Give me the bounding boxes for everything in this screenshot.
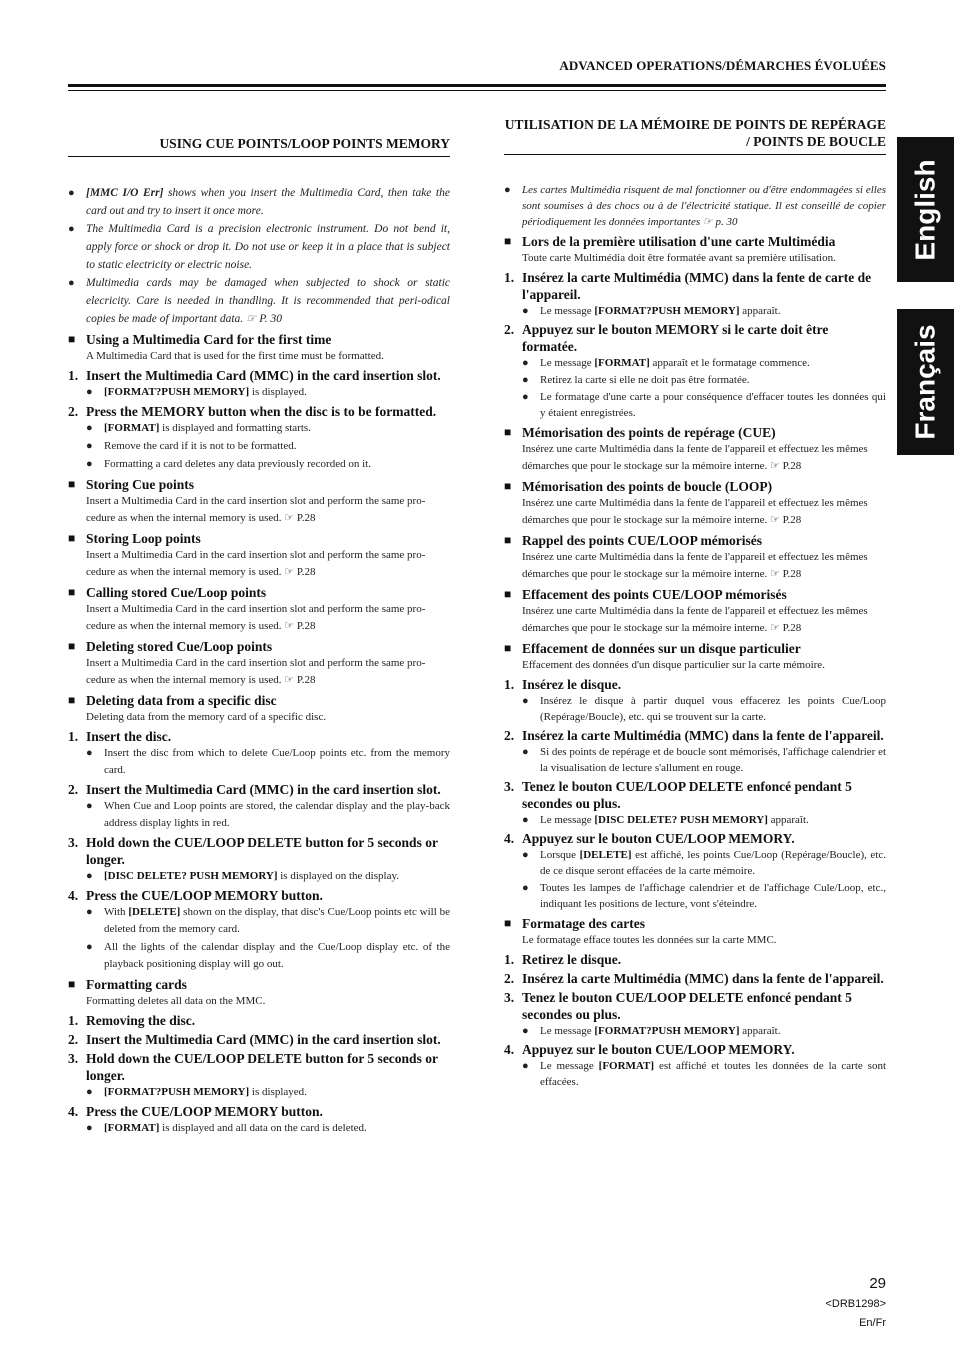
bullet-item	[68, 1120, 450, 1137]
step-item: 1. Removing the disc.	[68, 1013, 196, 1028]
section-heading: ■ Mémorisation des points de repérage (CUE)	[504, 424, 886, 441]
bullet-text: apparaît.	[739, 305, 781, 317]
bullet-item	[504, 355, 886, 371]
note-item: ● Les cartes Multimédia risquent de mal fonctionner ou d'être endommagées si elles sont soumises à des chocs ou à de l'électricité statique. Il est conseillé de copier périodiquement les données importantes ☞ p. 30	[504, 182, 886, 230]
bullet-item: ● Remove the card if it is not to be formatted.	[68, 438, 450, 455]
note-display-text: [MMC I/O Err]	[86, 187, 164, 199]
french-column	[504, 112, 886, 1091]
note-text: Multimedia cards may be damaged when subjected to shock or static elecricity. Care is needed in thandling. It is recommended that peri-odical copies be made of important data. ☞ P. 30	[86, 277, 450, 325]
step-item: 1. Insert the disc.	[68, 729, 172, 744]
step-item: 3. Tenez le bouton CUE/LOOP DELETE enfoncé pendant 5 secondes ou plus.	[504, 779, 852, 811]
step-item: 4. Appuyez sur le bouton CUE/LOOP MEMORY.	[504, 831, 795, 846]
bullet-text: apparaît.	[739, 1025, 781, 1037]
english-column	[68, 112, 450, 1138]
step-item: 2. Insérez la carte Multimédia (MMC) dans la fente de l'appareil.	[504, 971, 884, 986]
step-text: Tenez le bouton CUE/LOOP DELETE enfoncé pendant 5 secondes ou plus.	[522, 990, 852, 1022]
section-heading: ■ Deleting data from a specific disc	[68, 692, 450, 709]
step-text: Press the CUE/LOOP MEMORY button.	[86, 1104, 323, 1119]
step-text: Appuyez sur le bouton MEMORY si le carte doit être formatée.	[522, 322, 829, 354]
language-tab-english	[897, 137, 954, 282]
english-section-title: USING CUE POINTS/LOOP POINTS MEMORY	[68, 135, 450, 157]
section-description: Insert a Multimedia Card in the card insertion slot and perform the same pro-cedure as when the internal memory is used. ☞ P.28	[86, 549, 426, 578]
section-description: Deleting data from the memory card of a specific disc.	[86, 711, 327, 723]
note-item	[68, 184, 450, 220]
step-item: 2. Insert the Multimedia Card (MMC) in the card insertion slot.	[68, 1032, 441, 1047]
step-text: Insert the Multimedia Card (MMC) in the card insertion slot.	[86, 782, 441, 797]
bullet-text: is displayed on the display.	[277, 870, 399, 882]
step-item: 4. Appuyez sur le bouton CUE/LOOP MEMORY.	[504, 1042, 795, 1057]
section-heading: ■ Formatting cards	[68, 976, 450, 993]
section-description: Formatting deletes all data on the MMC.	[86, 995, 266, 1007]
section-description: Insert a Multimedia Card in the card insertion slot and perform the same pro-cedure as when the internal memory is used. ☞ P.28	[86, 495, 426, 524]
step-text: Press the MEMORY button when the disc is to be formatted.	[86, 404, 437, 419]
step-item: 2. Press the MEMORY button when the disc is to be formatted.	[68, 404, 437, 419]
step-text: Insert the Multimedia Card (MMC) in the card insertion slot.	[86, 1032, 441, 1047]
section-description: A Multimedia Card that is used for the first time must be formatted.	[86, 350, 384, 362]
bullet-text: shown on the display, that disc's Cue/Loop points etc will be deleted from the memory card.	[104, 906, 450, 935]
step-text: Insert the Multimedia Card (MMC) in the card insertion slot.	[86, 368, 441, 383]
section-heading: ■ Rappel des points CUE/LOOP mémorisés	[504, 532, 886, 549]
bullet-text: is displayed and all data on the card is deleted.	[159, 1122, 367, 1134]
language-code: En/Fr	[859, 1317, 886, 1329]
note-item	[68, 274, 450, 328]
section-heading: ■ Deleting stored Cue/Loop points	[68, 638, 450, 655]
section-description: Insert a Multimedia Card in the card insertion slot and perform the same pro-cedure as when the internal memory is used. ☞ P.28	[86, 657, 426, 686]
bullet-item: ● Formatting a card deletes any data previously recorded on it.	[68, 456, 450, 473]
step-item: 4. Press the CUE/LOOP MEMORY button.	[68, 888, 323, 903]
section-description: Toute carte Multimédia doit être formatée avant sa première utilisation.	[522, 252, 836, 264]
step-item: 1. Retirez le disque.	[504, 952, 622, 967]
section-heading: ■ Formatage des cartes	[504, 915, 886, 932]
display-message: [FORMAT]	[598, 1060, 655, 1072]
step-text: Appuyez sur le bouton CUE/LOOP MEMORY.	[522, 831, 795, 846]
section-description: Le formatage efface toutes les données sur la carte MMC.	[522, 934, 777, 946]
section-heading: ■ Storing Cue points	[68, 476, 450, 493]
section-heading: ■ Storing Loop points	[68, 530, 450, 547]
bullet-text: apparaît.	[767, 814, 809, 826]
step-item: 2. Insérez la carte Multimédia (MMC) dans la fente de l'appareil.	[504, 728, 884, 743]
step-text: Appuyez sur le bouton CUE/LOOP MEMORY.	[522, 1042, 795, 1057]
bullet-text: is displayed.	[249, 386, 307, 398]
display-message: [FORMAT]	[104, 1122, 160, 1134]
bullet-text: est affiché, les points Cue/Loop (Repérage/Boucle), etc. de ce disque seront effacées de la carte mémoire.	[540, 849, 887, 877]
section-description: Insérez une carte Multimédia dans la fente de l'appareil et effectuez les mêmes démarches que pour le stockage sur la mémoire interne. ☞ P.28	[522, 551, 868, 580]
step-text: Insérez le disque.	[522, 677, 622, 692]
bullet-item	[68, 420, 450, 437]
display-message: [DELETE]	[579, 849, 632, 861]
section-heading: ■ Mémorisation des points de boucle (LOOP)	[504, 478, 886, 495]
display-message: [FORMAT?PUSH MEMORY]	[104, 386, 250, 398]
step-item: 3. Hold down the CUE/LOOP DELETE button for 5 seconds or longer.	[68, 1051, 438, 1083]
bullet-item	[504, 303, 886, 319]
page-header-title: ADVANCED OPERATIONS/DÉMARCHES ÉVOLUÉES	[559, 58, 886, 73]
bullet-item: ● When Cue and Loop points are stored, the calendar display and the play-back address display lights in red.	[68, 798, 450, 832]
step-item: 2. Appuyez sur le bouton MEMORY si le carte doit être formatée.	[504, 322, 829, 354]
bullet-text: is displayed.	[249, 1086, 307, 1098]
language-tab-francais	[897, 309, 954, 455]
step-item: 1. Insérez la carte Multimédia (MMC) dans la fente de carte de l'appareil.	[504, 270, 872, 302]
section-heading: ■ Using a Multimedia Card for the first time	[68, 331, 450, 348]
bullet-text: Le message	[540, 357, 595, 369]
step-item: 4. Press the CUE/LOOP MEMORY button.	[68, 1104, 323, 1119]
section-description: Effacement des données d'un disque particulier sur la carte mémoire.	[522, 659, 825, 671]
section-heading: ■ Effacement des points CUE/LOOP mémorisés	[504, 586, 886, 603]
note-text: The Multimedia Card is a precision electronic instrument. Do not bend it, apply force or shock or drop it. Do not use or keep it in a place that is subject to static electricity or electric noise.	[86, 223, 450, 271]
step-text: Removing the disc.	[86, 1013, 196, 1028]
bullet-text: Lorsque	[540, 849, 580, 861]
step-text: Tenez le bouton CUE/LOOP DELETE enfoncé pendant 5 secondes ou plus.	[522, 779, 852, 811]
page-number: 29	[869, 1275, 886, 1292]
display-message: [DELETE]	[128, 906, 181, 918]
section-description: Insert a Multimedia Card in the card insertion slot and perform the same pro-cedure as when the internal memory is used. ☞ P.28	[86, 603, 426, 632]
bullet-item	[504, 1058, 886, 1090]
language-tab-english-label: English	[909, 158, 941, 261]
step-item: 2. Insert the Multimedia Card (MMC) in the card insertion slot.	[68, 782, 441, 797]
bullet-text: With	[104, 906, 129, 918]
step-text: Press the CUE/LOOP MEMORY button.	[86, 888, 323, 903]
bullet-item	[68, 904, 450, 938]
french-section-title: UTILISATION DE LA MÉMOIRE DE POINTS DE REPÉRAGE / POINTS DE BOUCLE	[504, 116, 886, 155]
bullet-item: ● Le formatage d'une carte a pour conséquence d'effacer toutes les données qui y étaient enregistrées.	[504, 389, 886, 421]
step-item: 3. Tenez le bouton CUE/LOOP DELETE enfoncé pendant 5 secondes ou plus.	[504, 990, 852, 1022]
bullet-item	[68, 384, 450, 401]
display-message: [DISC DELETE? PUSH MEMORY]	[104, 870, 278, 882]
section-description: Insérez une carte Multimédia dans la fente de l'appareil et effectuez les mêmes démarches que pour le stockage sur la mémoire interne. ☞ P.28	[522, 497, 868, 526]
bullet-item: ● Insérez le disque à partir duquel vous effacerez les points Cue/Loop (Repérage/Boucle), etc. qui se trouvent sur la carte.	[504, 693, 886, 725]
step-text: Insérez la carte Multimédia (MMC) dans la fente de carte de l'appareil.	[522, 270, 872, 302]
bullet-item	[504, 812, 886, 828]
bullet-text: Le message	[540, 1025, 595, 1037]
bullet-item: ● Si des points de repérage et de boucle sont mémorisés, l'affichage calendrier et la visualisation de lecture s'allument en rouge.	[504, 744, 886, 776]
bullet-item	[68, 868, 450, 885]
bullet-item: ● Toutes les lampes de l'affichage calendrier et de l'affichage Cule/Loop, etc., indiquant les positions de lecture, vont s'éteindre.	[504, 880, 886, 912]
note-text: shows when you insert the Multimedia Card, then take the card out and try to insert it once more.	[86, 187, 450, 217]
display-message: [FORMAT?PUSH MEMORY]	[594, 1025, 740, 1037]
section-description: Insérez une carte Multimédia dans la fente de l'appareil et effectuez les mêmes démarches que pour le stockage sur la mémoire interne. ☞ P.28	[522, 605, 868, 634]
header-rule	[68, 84, 886, 87]
bullet-text: Le message	[540, 1060, 599, 1072]
step-text: Retirez le disque.	[522, 952, 622, 967]
bullet-item	[68, 1084, 450, 1101]
bullet-item: ● Insert the disc from which to delete Cue/Loop points etc. from the memory card.	[68, 745, 450, 779]
bullet-item: ● All the lights of the calendar display and the Cue/Loop display etc. of the playback positioning display will go out.	[68, 939, 450, 973]
section-heading: ■ Lors de la première utilisation d'une carte Multimédia	[504, 233, 886, 250]
bullet-text: est affiché et toutes les données de la carte sont effacées.	[540, 1060, 886, 1088]
display-message: [FORMAT?PUSH MEMORY]	[104, 1086, 250, 1098]
bullet-text: apparaît et le formatage commence.	[649, 357, 810, 369]
display-message: [FORMAT?PUSH MEMORY]	[594, 305, 740, 317]
bullet-item	[504, 1023, 886, 1039]
bullet-item: ● Retirez la carte si elle ne doit pas être formatée.	[504, 372, 886, 388]
display-message: [FORMAT]	[104, 422, 160, 434]
section-heading: ■ Calling stored Cue/Loop points	[68, 584, 450, 601]
note-item	[68, 220, 450, 274]
document-code: <DRB1298>	[825, 1298, 886, 1310]
bullet-text: Le message	[540, 814, 595, 826]
section-heading: ■ Effacement de données sur un disque particulier	[504, 640, 886, 657]
step-text: Insert the disc.	[86, 729, 172, 744]
display-message: [DISC DELETE? PUSH MEMORY]	[594, 814, 768, 826]
section-description: Insérez une carte Multimédia dans la fente de l'appareil et effectuez les mêmes démarches que pour le stockage sur la mémoire interne. ☞ P.28	[522, 443, 868, 472]
step-item: 3. Hold down the CUE/LOOP DELETE button for 5 seconds or longer.	[68, 835, 438, 867]
header-rule-thin	[68, 90, 886, 91]
bullet-item	[504, 847, 886, 879]
step-text: Hold down the CUE/LOOP DELETE button for 5 seconds or longer.	[86, 835, 438, 867]
display-message: [FORMAT]	[594, 357, 650, 369]
step-item: 1. Insert the Multimedia Card (MMC) in the card insertion slot.	[68, 368, 441, 383]
step-text: Hold down the CUE/LOOP DELETE button for 5 seconds or longer.	[86, 1051, 438, 1083]
step-text: Insérez la carte Multimédia (MMC) dans la fente de l'appareil.	[522, 971, 884, 986]
bullet-text: Le message	[540, 305, 595, 317]
step-text: Insérez la carte Multimédia (MMC) dans la fente de l'appareil.	[522, 728, 884, 743]
bullet-text: is displayed and formatting starts.	[159, 422, 311, 434]
step-item: 1. Insérez le disque.	[504, 677, 622, 692]
language-tab-francais-label: Français	[909, 324, 941, 440]
